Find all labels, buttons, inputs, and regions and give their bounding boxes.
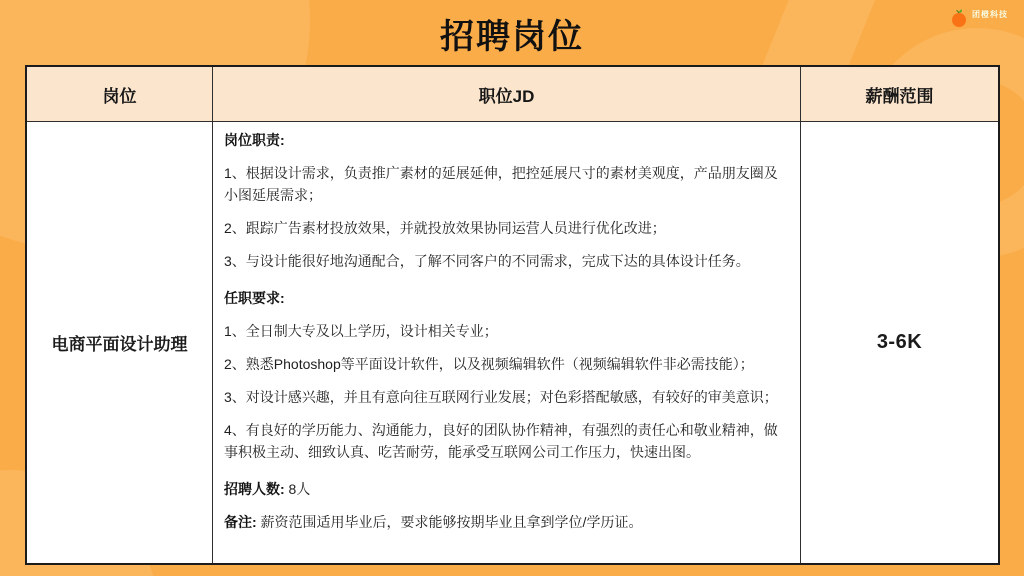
jd-paragraph: 3、与设计能很好地沟通配合，了解不同客户的不同需求，完成下达的具体设计任务。	[224, 253, 750, 269]
header-position: 岗位	[27, 67, 213, 122]
company-logo	[949, 8, 1008, 28]
jd-paragraph: 招聘人数: 8人	[224, 481, 311, 497]
jd-paragraph: 任职要求:	[224, 290, 285, 306]
salary-cell	[801, 122, 998, 563]
jd-paragraph: 备注: 薪资范围适用毕业后，要求能够按期毕业且拿到学位/学历证。	[224, 514, 643, 530]
jd-paragraph: 1、根据设计需求，负责推广素材的延展延伸，把控延展尺寸的素材美观度，产品朋友圈及小图延展需求；	[224, 165, 778, 203]
jd-paragraph: 2、熟悉Photoshop等平面设计软件，以及视频编辑软件（视频编辑软件非必需技能）；	[224, 356, 754, 372]
header-salary: 薪酬范围	[801, 67, 998, 122]
jd-paragraph: 3、对设计感兴趣，并且有意向往互联网行业发展；对色彩搭配敏感，有较好的审美意识；	[224, 389, 778, 405]
positions-table	[25, 65, 1000, 565]
position-name: 电商平面设计助理	[51, 335, 188, 354]
jd-paragraph: 岗位职责:	[224, 132, 285, 148]
page-title: 招聘岗位	[440, 18, 584, 56]
slide-header	[0, 0, 1024, 64]
header-jd: 职位JD	[213, 67, 801, 122]
logo-tagline-dots: · · · ·	[972, 20, 995, 25]
jd-paragraph: 1、全日制大专及以上学历，设计相关专业；	[224, 323, 498, 339]
position-cell	[27, 122, 213, 563]
orange-fruit-icon	[949, 8, 969, 28]
salary-value: 3-6K	[876, 331, 923, 353]
logo-text: 团橙科技	[972, 10, 1008, 19]
jd-cell	[213, 122, 801, 563]
jd-paragraph: 2、跟踪广告素材投放效果，并就投放效果协同运营人员进行优化改进；	[224, 220, 666, 236]
jd-paragraph: 4、有良好的学历能力、沟通能力，良好的团队协作精神，有强烈的责任心和敬业精神，做事积极主动、细致认真、吃苦耐劳，能承受互联网公司工作压力，快速出图。	[224, 422, 778, 460]
